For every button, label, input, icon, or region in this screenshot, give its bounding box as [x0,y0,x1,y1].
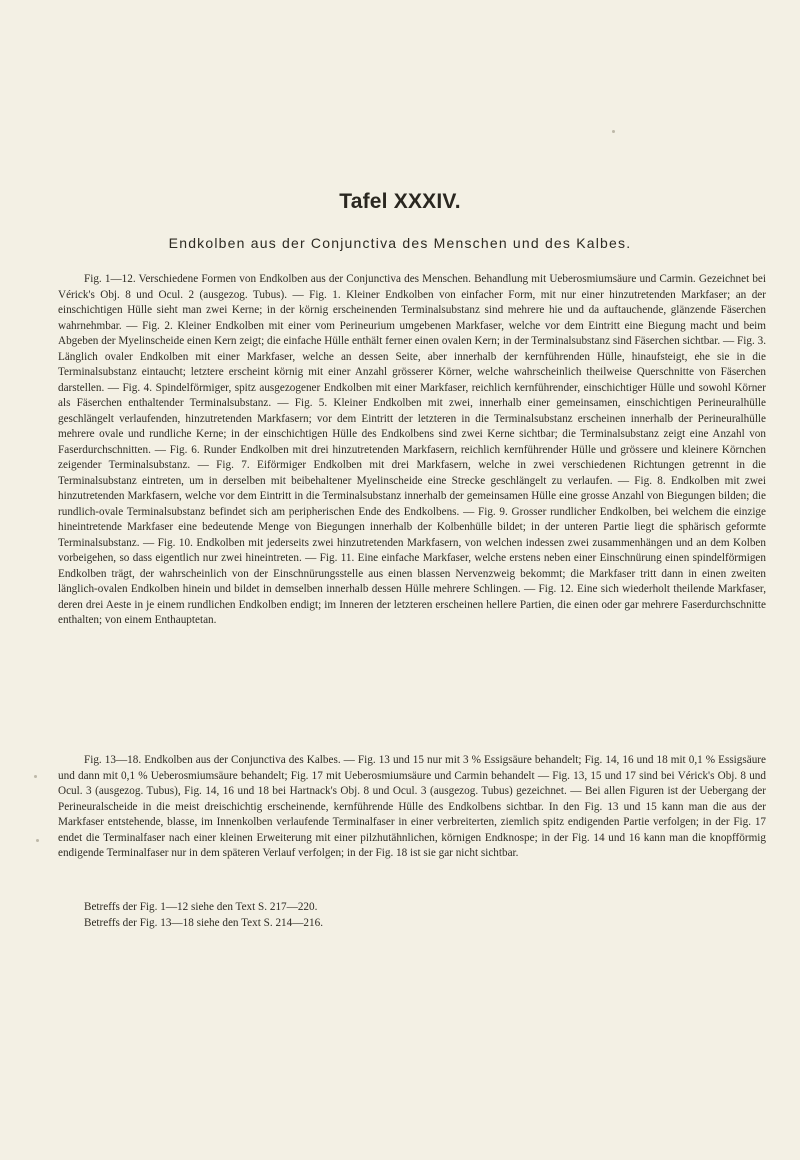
paper-speck [612,130,615,133]
text-reference-line: Betreffs der Fig. 1—12 siehe den Text S. 217—220. [84,901,318,913]
plate-subtitle: Endkolben aus der Conjunctiva des Menschen und des Kalbes. [168,235,632,251]
paper-speck [34,775,37,778]
text-reference-line: Betreffs der Fig. 13—18 siehe den Text S. 214—216. [84,917,323,929]
paper-speck [36,839,39,842]
plate-title: Tafel XXXIV. [339,190,461,213]
caption-paragraph-human: Fig. 1—12. Verschiedene Formen von Endkolben aus der Conjunctiva des Menschen. Behandlung mit Ueberosmiumsäure und Carmin. Gezeichnet bei Vérick's Obj. 8 und Ocul. 2 (ausgezog. Tubus). — Fig. 1. Kleiner Endkolben von einfacher Form, mit nur einer hinzutretenden Markfaser; an der einschichtigen Hülle sieht man zwei Kerne; in der körnig erscheinenden Terminalsubstanz sind mehrere hie und da auftauchende, glänzende Fäserchen wahrnehmbar. — Fig. 2. Kleiner Endkolben mit einer vom Perineurium umgebenen Markfaser, welche vor dem Eintritt eine Biegung macht und beim Abgeben der Myelinscheide einen Kern zeigt; die einfache Hülle enthält ferner einen ovalen Kern; in der Terminalsubstanz sind Fäserchen sichtbar. — Fig. 3. Länglich ovaler Endkolben mit einer Markfaser, welche an dessen Seite, aber innerhalb der kernführenden Hülle, hinaufsteigt, ehe sie in die Terminalsubstanz eintaucht; letztere erscheint körnig mit einer Anzahl grösserer Körner, welche wahrscheinlich theilweise Querschnitte von Fäserchen darstellen. — Fig. 4. Spindelförmiger, spitz ausgezogener Endkolben mit einer Markfaser, reichlich kernführender, einschichtiger Hülle und sowohl Körner als Fäserchen enthaltender Terminalsubstanz. — Fig. 5. Kleiner Endkolben mit zwei, innerhalb einer gemeinsamen, einschichtigen Perineuralhülle geschlängelt verlaufenden, hinzutretenden Markfasern; vor dem Eintritt der letzteren in die Terminalsubstanz erscheinen innerhalb der Perineuralhülle mehrere ovale und rundliche Kerne; in der einschichtigen Hülle des Endkolbens sind zwei Kerne sichtbar; die Terminalsubstanz zeigt eine Anzahl von Faserdurchschnitten. — Fig. 6. Runder Endkolben mit drei hinzutretenden Markfasern, reichlich kernführender Hülle und grössere und kleinere Körnchen zeigender Terminalsubstanz. — Fig. 7. Eiförmiger Endkolben mit drei Markfasern, welche in zwei verschiedenen Richtungen getrennt in die Terminalsubstanz eintreten, um in derselben mit beibehaltener Myelinscheide eine Strecke geschlängelt zu verlaufen. — Fig. 8. Endkolben mit zwei hinzutretenden Markfasern, welche vor dem Eintritt in die Terminalsubstanz innerhalb der gemeinsamen Hülle eine grosse Anzahl von Biegungen bilden; die rundlich-ovale Terminalsubstanz befindet sich am peripherischen Ende des Endkolbens. — Fig. 9. Grosser rundlicher Endkolben, bei welchem die einzige hineintretende Markfaser eine bedeutende Menge von Biegungen innerhalb der Kolbenhülle bildet; in der unteren Partie liegt die sphärisch geformte Terminalsubstanz. — Fig. 10. Endkolben mit jederseits zwei hinzutretenden Markfasern, von welchen indessen zwei zusammenhängen und an dem Kolben vorbeigehen, so dass eigentlich nur zwei hineintreten. — Fig. 11. Eine einfache Markfaser, welche erstens neben einer Einschnürung einen spindelförmigen Endkolben trägt, der wahrscheinlich von der Einschnürungsstelle aus einen blassen Nervenzweig bekommt; die Markfaser tritt dann in einen zweiten länglich-ovalen Endkolben hinein und bildet in demselben innerhalb dessen Hülle mehrere Schlingen. — Fig. 12. Eine sich wiederholt theilende Markfaser, deren drei Aeste in je einem rundlichen Endkolben endigt; im Inneren der letzteren erscheinen hellere Partien, die einen oder gar mehrere Faserdurchschnitte enthalten; von einem Enthauptetan. [58,273,766,626]
caption-paragraph-calf: Fig. 13—18. Endkolben aus der Conjunctiva des Kalbes. — Fig. 13 und 15 nur mit 3 % Essigsäure behandelt; Fig. 14, 16 und 18 mit 0,1 % Essigsäure und dann mit 0,1 % Ueberosmiumsäure behandelt; Fig. 17 mit Ueberosmiumsäure und Carmin behandelt — Fig. 13, 15 und 17 sind bei Vérick's Obj. 8 und Ocul. 3 (ausgezog. Tubus), Fig. 14, 16 und 18 bei Hartnack's Obj. 8 und Ocul. 3 (ausgezog. Tubus) gezeichnet. — Bei allen Figuren ist der Uebergang der Perineuralscheide in die meist dreischichtig erscheinende, kernführende Hülle des Endkolbens sichtbar. In den Fig. 13 und 15 kann man die aus der Markfaser entstehende, blasse, im Innenkolben verlaufende Terminalfaser in einer verbreiterten, ziemlich spitz endigenden Partie verfolgen; in der Fig. 17 endet die Terminalfaser nach einer kleinen Erweiterung mit einer pilzhutähnlichen, körnigen Endknospe; in der Fig. 14 und 16 kann man die knopfförmig endigende Terminalfaser nur in dem späteren Verlauf verfolgen; in der Fig. 18 ist sie gar nicht sichtbar. [58,754,766,859]
